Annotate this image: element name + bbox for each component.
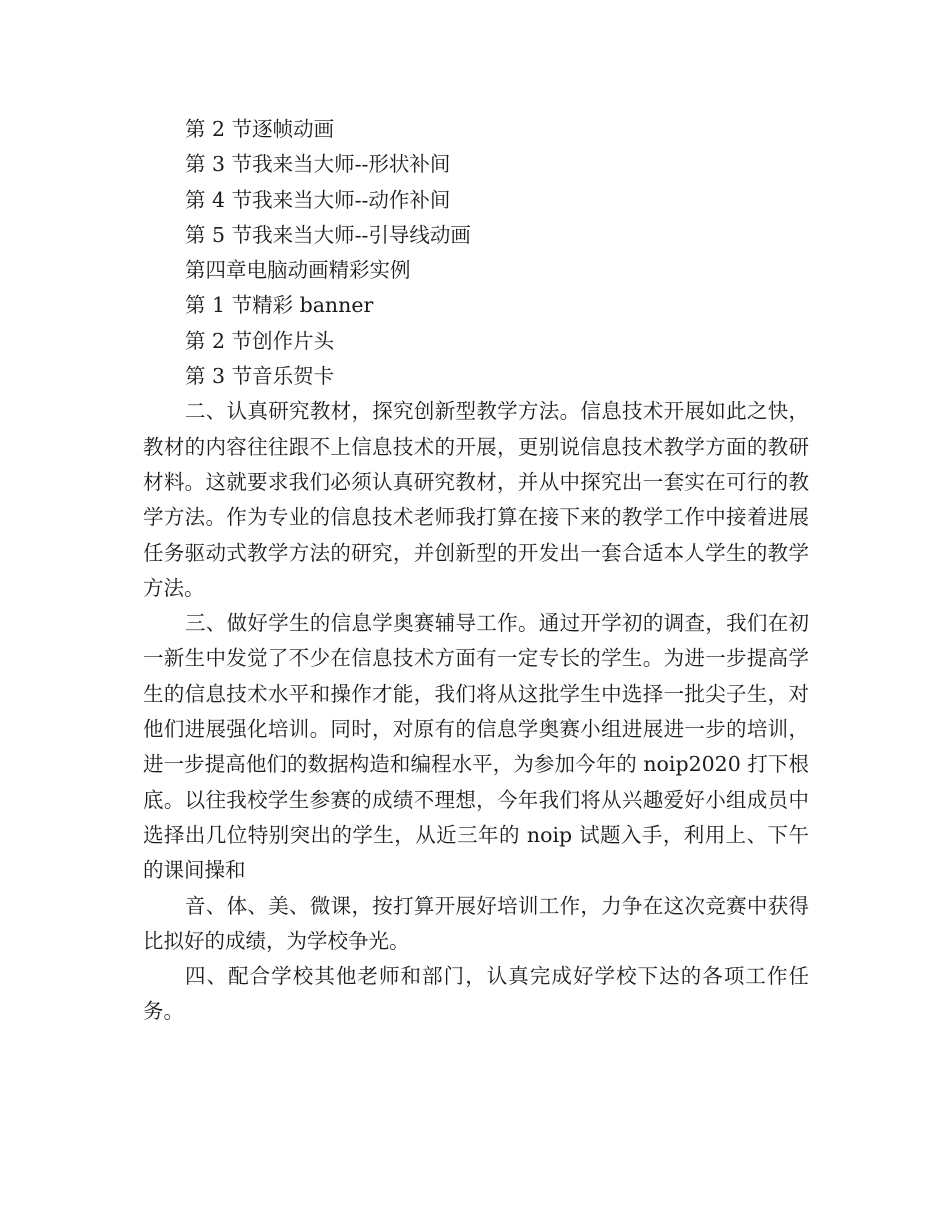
toc-line-section-3-shape-tween: 第 3 节我来当大师--形状补间	[185, 152, 451, 177]
toc-line-section-3-music-card: 第 3 节音乐贺卡	[185, 364, 335, 389]
toc-line-section-1-banner: 第 1 节精彩 banner	[185, 293, 374, 318]
toc-line-chapter-4: 第四章电脑动画精彩实例	[185, 258, 411, 283]
toc-line-section-4-motion-tween: 第 4 节我来当大师--动作补间	[185, 187, 451, 212]
document-body	[143, 112, 809, 1030]
paragraph-cooperate-school: 四、配合学校其他老师和部门，认真完成好学校下达的各项工作任务。	[143, 964, 809, 1024]
paragraph-research-textbook: 二、认真研究教材，探究创新型教学方法。信息技术开展如此之快，教材的内容往往跟不上信息技术的开展，更别说信息技术教学方面的教研材料。这就要求我们必须认真研究教材，并从中探究出一套实在可行的教学方法。作为专业的信息技术老师我打算在接下来的教学工作中接着进展任务驱动式教学方法的研究，并创新型的开发出一套合适本人学生的教学方法。	[143, 399, 809, 600]
toc-line-section-5-guide-animation: 第 5 节我来当大师--引导线动画	[185, 222, 471, 247]
toc-line-section-2-frame-animation: 第 2 节逐帧动画	[185, 117, 335, 141]
paragraph-training-continued: 音、体、美、微课，按打算开展好培训工作，力争在这次竞赛中获得比拟好的成绩，为学校争光。	[143, 893, 809, 953]
paragraph-olympiad-training: 三、做好学生的信息学奥赛辅导工作。通过开学初的调查，我们在初一新生中发觉了不少在信息技术方面有一定专长的学生。为进一步提高学生的信息技术水平和操作才能，我们将从这批学生中选择一批尖子生，对他们进展强化培训。同时，对原有的信息学奥赛小组进展进一步的培训，进一步提高他们的数据构造和编程水平，为参加今年的 noip2020 打下根底。以往我校学生参赛的成绩不理想，今年我们将从兴趣爱好小组成员中选择出几位特别突出的学生，从近三年的 noip 试题入手，利用上、下午的课间操和	[143, 611, 809, 883]
toc-line-section-2-opening: 第 2 节创作片头	[185, 328, 335, 353]
